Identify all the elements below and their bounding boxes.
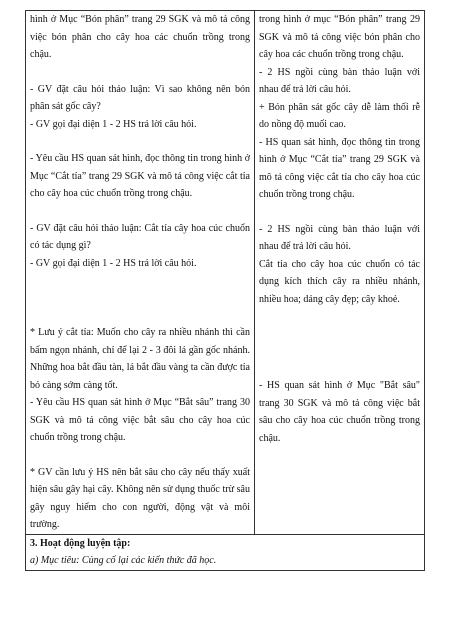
section-objective: a) Mục tiêu: Củng cố lại các kiến thức đã học. [30,555,217,566]
right-paragraph: - HS quan sát hình ở Mục "Bắt sâu" trang 30 SGK và mô tả công việc bắt sâu cho cây hoa cúc chuổn trồng trong chậu. [259,380,420,444]
left-paragraph: * Lưu ý cắt tỉa: Muốn cho cây ra nhiều nhánh thì cần bấm ngọn nhánh, chỉ để lại 2 - 3 đôi lá gần gốc nhánh. Những hoa bắt đầu tàn, lá bắt đầu vàng ta cần được tỉa bỏ càng sớm càng tốt. [30,327,250,391]
left-paragraph: hình ở Mục “Bón phân” trang 29 SGK và mô tả công việc bón phân cho cây hoa các chuổn trồng trong chậu. [30,14,250,60]
right-paragraph: Cắt tỉa cho cây hoa cúc chuổn có tác dụng kích thích cây ra nhiều nhánh, nhiều hoa; dáng cây đẹp; cây khoẻ. [259,258,420,305]
table-row [26,11,425,535]
right-paragraph: + Bón phân sát gốc cây dễ làm thối rễ do nồng độ muối cao. [259,101,420,130]
left-paragraph: * GV cần lưu ý HS nên bắt sâu cho cây nếu thấy xuất hiện sâu gây hại cây. Không nên sử dụng thuốc trừ sâu gây nguy hiểm cho con người, động vật và môi trường. [30,466,250,530]
left-paragraph: - GV đặt câu hỏi thảo luận: Vì sao không nên bón phân sát gốc cây? [30,83,250,112]
left-paragraph: - GV gọi đại diện 1 - 2 HS trả lời câu hỏi. [30,257,197,269]
table-row [26,534,425,570]
left-paragraph: - GV gọi đại diện 1 - 2 HS trả lời câu hỏi. [30,118,197,130]
left-paragraph: - Yêu cầu HS quan sát hình ở Mục “Bắt sâu” trang 30 SGK và mô tả công việc bắt sâu cho cây hoa cúc chuổn trồng trong chậu. [30,397,250,443]
right-paragraph: - 2 HS ngồi cùng bàn thảo luận với nhau để trả lời câu hỏi. [259,66,420,95]
teacher-activities-cell [26,11,255,535]
right-paragraph: - 2 HS ngồi cùng bàn thảo luận với nhau để trả lời câu hỏi. [259,223,420,252]
section-heading: 3. Hoạt động luyện tập: [30,537,131,549]
right-paragraph: - HS quan sát hình, đọc thông tin trong hình ở Mục “Cắt tỉa” trang 29 SGK và mô tả công việc cắt tỉa cho cây hoa cúc chuổn trồng trong chậu. [259,136,420,200]
lesson-plan-table [25,10,425,571]
right-paragraph: trong hình ở mục “Bón phân” trang 29 SGK và mô tả công việc bón phân cho cây hoa các chuổn trồng trong chậu. [259,14,420,60]
left-paragraph: - GV đặt câu hỏi thảo luận: Cắt tỉa cây hoa cúc chuổn có tác dụng gì? [30,222,250,251]
student-activities-cell [255,11,425,535]
section-3-cell [26,534,425,570]
left-paragraph: - Yêu cầu HS quan sát hình, đọc thông tin trong hình ở Mục “Cắt tỉa” trang 29 SGK và mô tả công việc cắt tỉa cho cây hoa cúc chuổn trồng trong chậu. [30,153,250,199]
